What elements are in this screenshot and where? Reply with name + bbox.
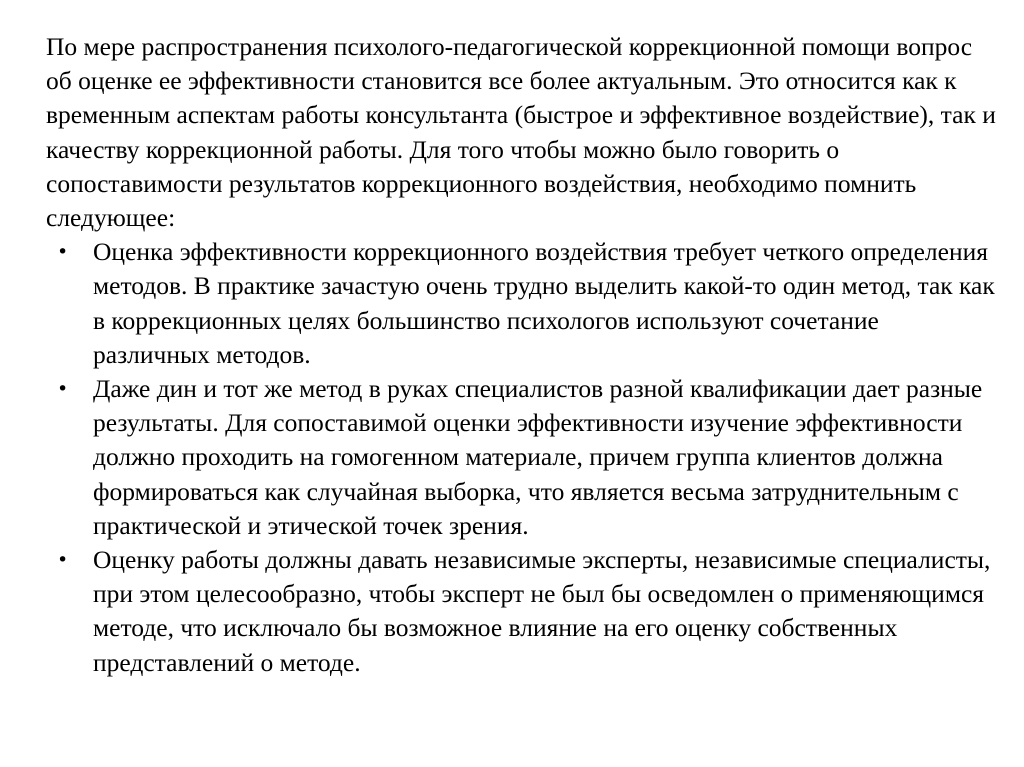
bullet-icon: • xyxy=(57,378,69,401)
bullet-item xyxy=(46,372,998,543)
bullet-list xyxy=(46,235,998,680)
bullet-icon: • xyxy=(57,549,69,572)
bullet-item xyxy=(46,543,998,680)
bullet-icon: • xyxy=(57,241,69,264)
slide-content xyxy=(46,30,998,680)
intro-paragraph: По мере распространения психолого-педагогической коррекционной помощи вопрос об оценке ее эффективности становится все более актуальным. Это относится как к временным аспектам работы консультанта (быстрое и эффективное воздействие), так и качеству коррекционной работы. Для того чтобы можно было говорить о сопоставимости результатов коррекционного воздействия, необходимо помнить следующее: xyxy=(46,32,996,233)
bullet-item xyxy=(46,235,998,372)
bullet-text: Оценку работы должны давать независимые эксперты, независимые специалисты, при этом целесообразно, чтобы эксперт не был бы осведомлен о применяющимся методе, что исключало бы возможное влияние на его оценку собственных представлений о методе. xyxy=(93,545,991,677)
bullet-text: Даже дин и тот же метод в руках специалистов разной квалификации дает разные результаты. Для сопоставимой оценки эффективности изучение эффективности должно проходить на гомогенном материале, причем группа клиентов должна формироваться как случайная выборка, что является весьма затруднительным с практической и этической точек зрения. xyxy=(93,374,983,540)
bullet-text: Оценка эффективности коррекционного воздействия требует четкого определения методов. В практике зачастую очень трудно выделить какой-то один метод, так как в коррекционных целях большинство психологов используют сочетание различных методов. xyxy=(93,237,995,369)
